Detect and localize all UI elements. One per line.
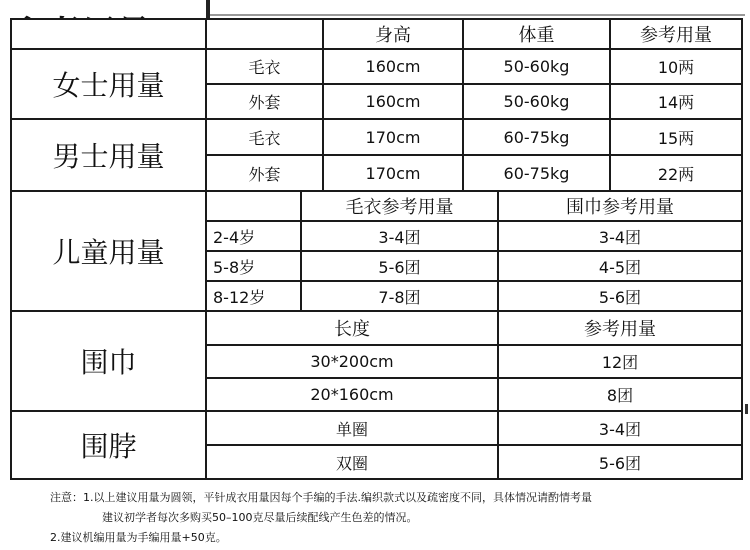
women-coat-amount: 14两 [611, 85, 741, 118]
children-sweater: 5-6团 [302, 252, 497, 280]
neck-amount: 3-4团 [499, 412, 741, 444]
neck-type: 单圈 [207, 412, 497, 444]
women-sweater-height: 160cm [324, 50, 462, 83]
women-sweater-weight: 50-60kg [464, 50, 609, 83]
header-weight: 体重 [464, 20, 609, 48]
men-sweater-item: 毛衣 [207, 120, 322, 154]
scarf-amount-header: 参考用量 [499, 312, 741, 344]
men-label: 男士用量 [12, 120, 205, 190]
children-scarf-header: 围巾参考用量 [499, 192, 741, 220]
scarf-length-header: 长度 [207, 312, 497, 344]
men-sweater-amount: 15两 [611, 120, 741, 154]
header-amount: 参考用量 [611, 20, 741, 48]
men-sweater-weight: 60-75kg [464, 120, 609, 154]
women-sweater-item: 毛衣 [207, 50, 322, 83]
children-age: 8-12岁 [207, 282, 300, 310]
children-age: 2-4岁 [207, 222, 300, 250]
corner-cell [12, 20, 205, 48]
scarf-label: 围巾 [12, 312, 205, 410]
scarf-size: 20*160cm [207, 379, 497, 410]
women-sweater-amount: 10两 [611, 50, 741, 83]
note-line: 2.建议机编用量为手编用量+50克。 [50, 531, 227, 544]
note-line: 建议初学者每次多购买50–100克尽量后续配线产生色差的情况。 [102, 511, 418, 524]
children-sweater: 7-8团 [302, 282, 497, 310]
neck-label: 围脖 [12, 412, 205, 478]
children-scarf: 3-4团 [499, 222, 741, 250]
women-coat-weight: 50-60kg [464, 85, 609, 118]
women-label: 女士用量 [12, 50, 205, 118]
top-rule [210, 14, 745, 16]
men-coat-amount: 22两 [611, 156, 741, 190]
scarf-size: 30*200cm [207, 346, 497, 377]
men-coat-weight: 60-75kg [464, 156, 609, 190]
note-line: 注意：1.以上建议用量为圆领，平针成衣用量因每个手编的手法.编织款式以及疏密度不同，具体情况请酌情考量 [50, 491, 592, 504]
children-sweater-header: 毛衣参考用量 [302, 192, 497, 220]
children-label: 儿童用量 [12, 192, 205, 310]
children-sweater: 3-4团 [302, 222, 497, 250]
men-coat-item: 外套 [207, 156, 322, 190]
children-age: 5-8岁 [207, 252, 300, 280]
children-corner [207, 192, 300, 220]
edge-mark [745, 404, 748, 414]
men-coat-height: 170cm [324, 156, 462, 190]
header-item [207, 20, 322, 48]
scarf-amount: 12团 [499, 346, 741, 377]
women-coat-height: 160cm [324, 85, 462, 118]
notes [50, 488, 592, 548]
header-height: 身高 [324, 20, 462, 48]
men-sweater-height: 170cm [324, 120, 462, 154]
neck-type: 双圈 [207, 446, 497, 478]
scarf-amount: 8团 [499, 379, 741, 410]
neck-amount: 5-6团 [499, 446, 741, 478]
children-scarf: 4-5团 [499, 252, 741, 280]
usage-table [10, 18, 743, 480]
women-coat-item: 外套 [207, 85, 322, 118]
children-scarf: 5-6团 [499, 282, 741, 310]
